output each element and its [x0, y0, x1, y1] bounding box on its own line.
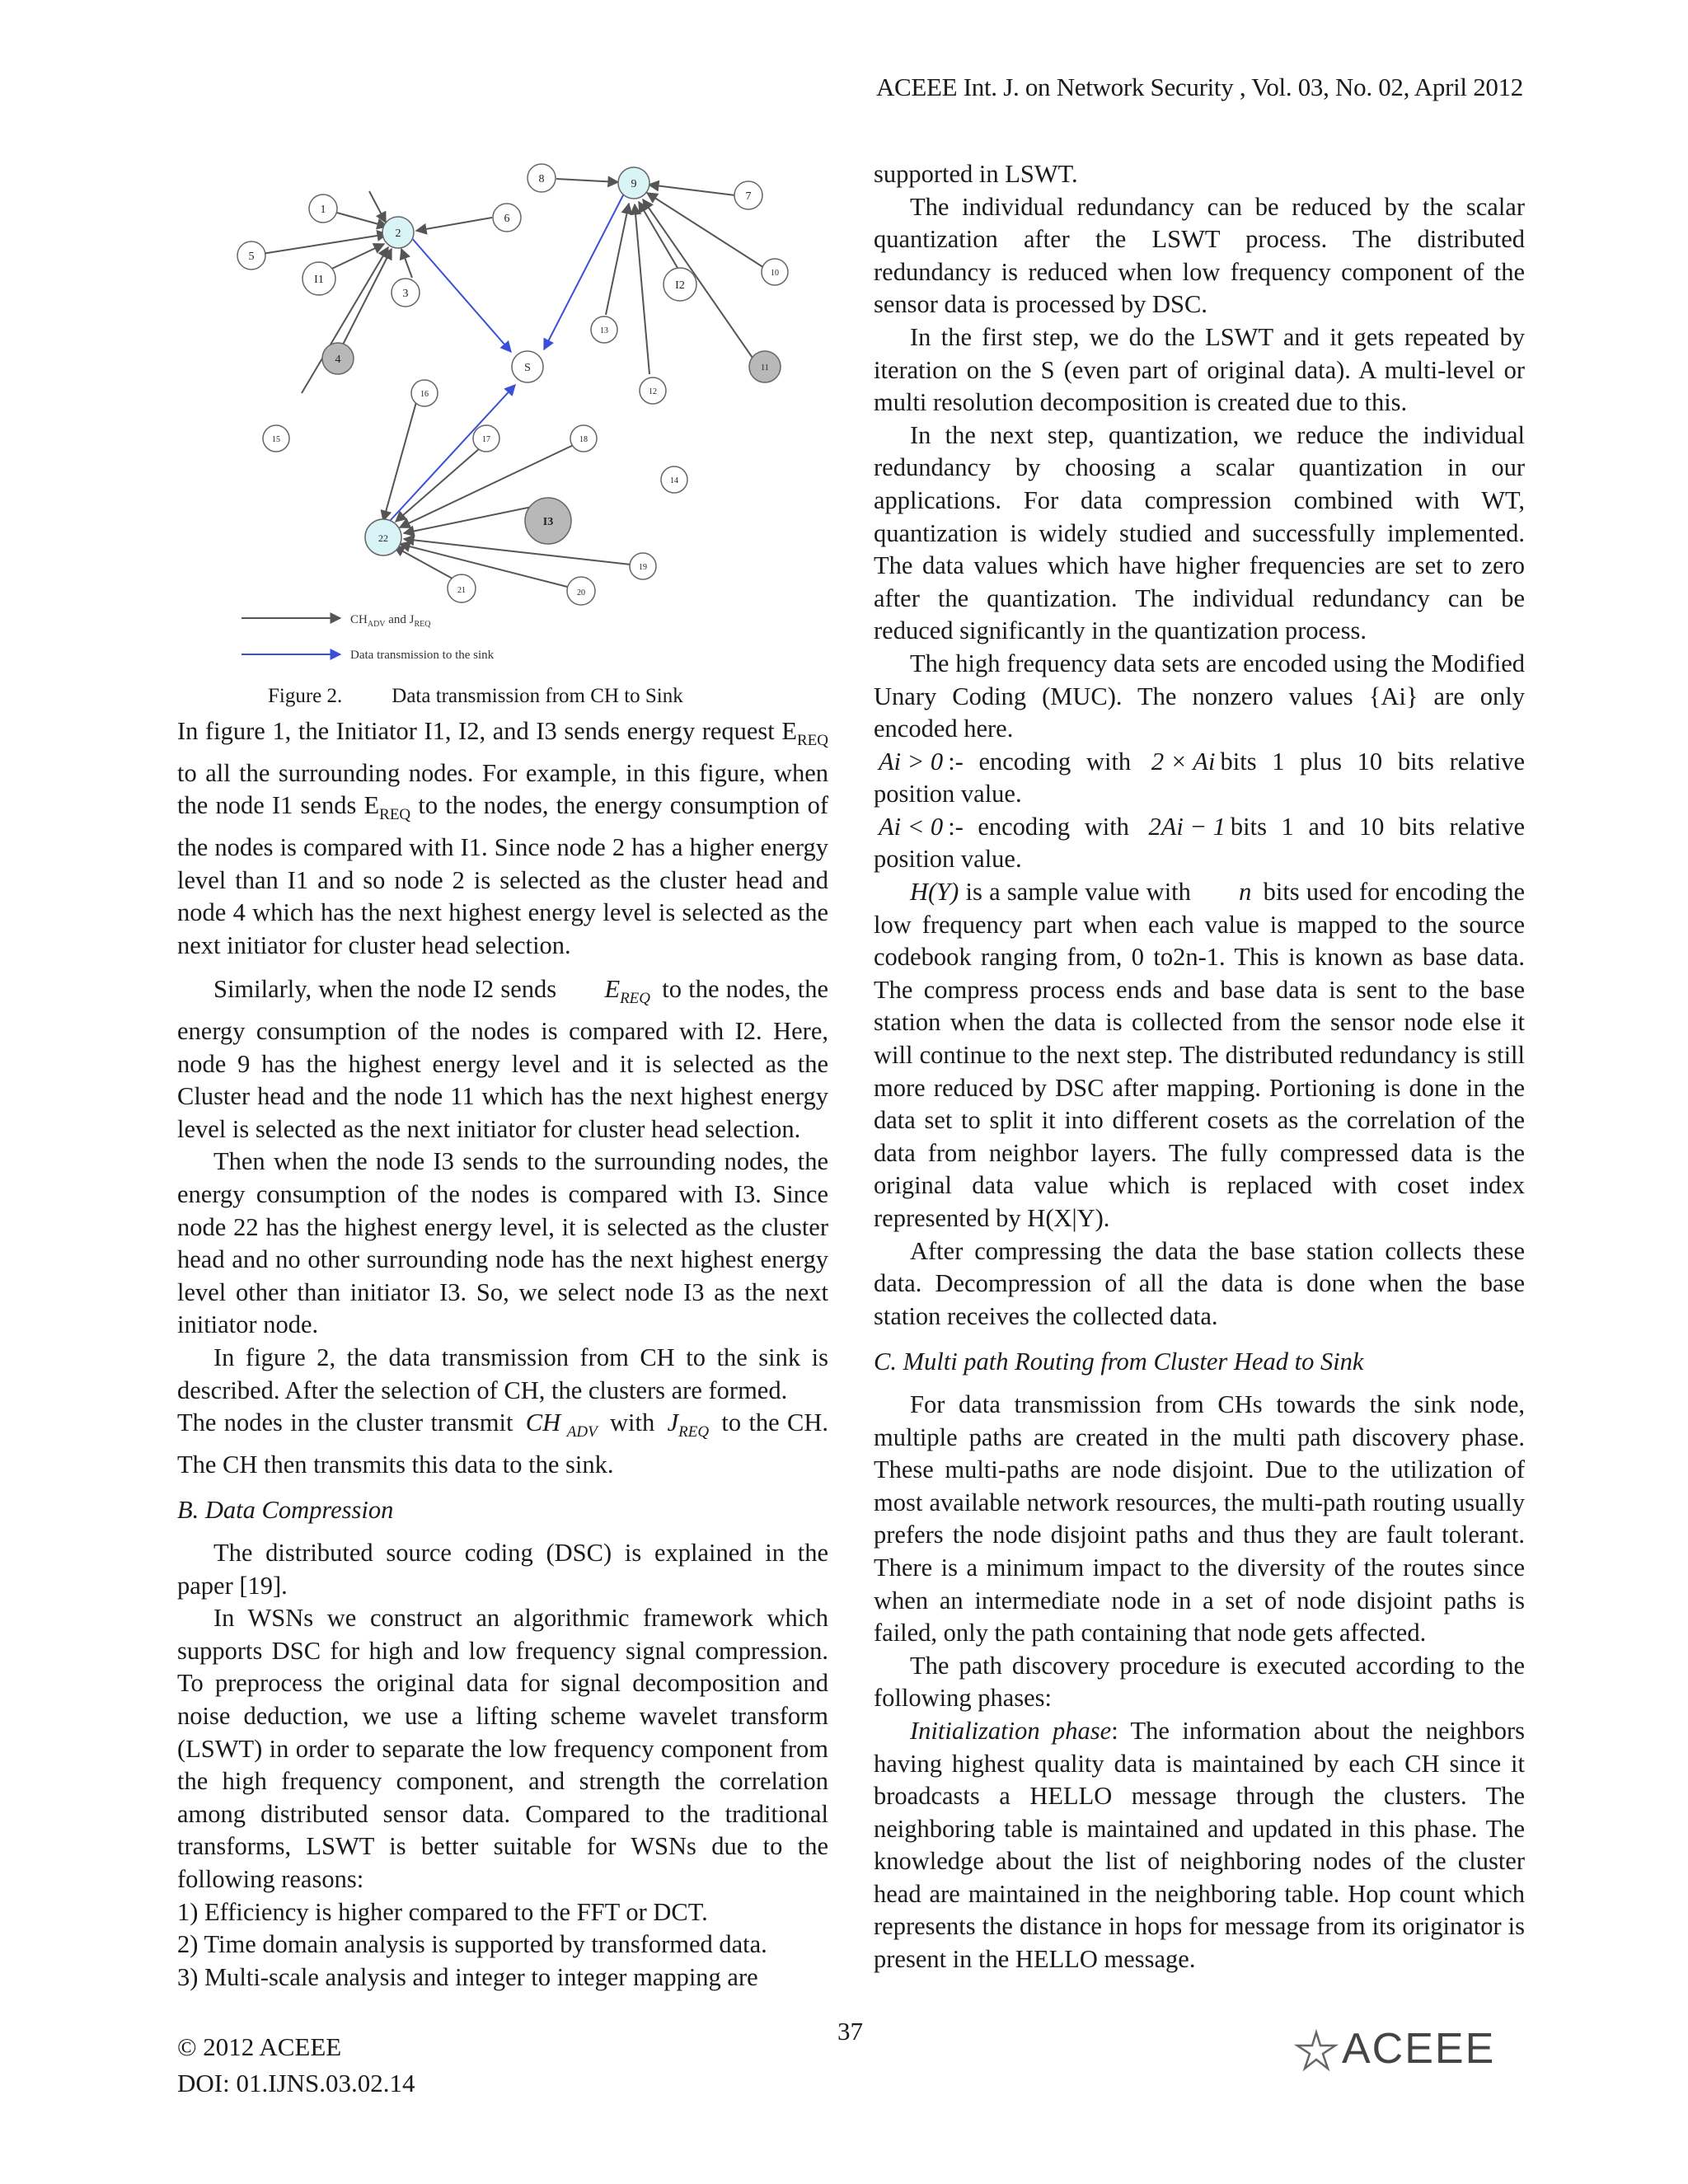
reasons-list [177, 1896, 828, 1994]
right-paragraph-11: Initialization phase: The information about the neighbors having highest quality data is maintained by each CH since it broadcasts a HELLO message through the clusters. The neighboring table is maintained and updated in this phase. The knowledge about the list of neighboring nodes of the cluster head are maintained in the neighboring table. Hop count which represents the distance in hops for message from its originator is present in the HELLO message. [874, 1716, 1525, 1974]
svg-text:5: 5 [248, 251, 255, 263]
svg-text:22: 22 [378, 532, 388, 544]
list-item: 1) Efficiency is higher compared to the FFT or DCT. [177, 1897, 708, 1926]
figure-caption-label: Figure 2. [268, 685, 343, 707]
svg-text:20: 20 [577, 588, 585, 598]
svg-text:14: 14 [670, 476, 678, 485]
svg-text:Data transmission to the sink: Data transmission to the sink [350, 649, 495, 662]
left-paragraph-4: In figure 2, the data transmission from CH to the sink is described. After the selection of CH, the clusters are formed. [177, 1343, 828, 1404]
star-icon [1294, 2029, 1339, 2072]
node-18 [570, 425, 597, 452]
svg-text:19: 19 [639, 563, 647, 572]
svg-text:CHADV and JREQ: $CH_{ADV}$ and $J_{REQ}$ [350, 613, 431, 629]
svg-text:3: 3 [402, 288, 409, 300]
logo-text: ACEEE [1342, 2025, 1496, 2073]
right-paragraph-0: supported in LSWT. [874, 160, 1078, 188]
right-paragraph-1: The individual redundancy can be reduced by the scalar quantization after the LSWT process. The distributed redundancy is reduced when low frequency component of the sensor data is processed by DSC. [874, 192, 1525, 319]
list-item: 3) Multi-scale analysis and integer to integer mapping are [177, 1962, 758, 1991]
right-paragraph-5: Ai > 0 :- encoding with 2 × Ai bits 1 plus 10 bits relative position value. [874, 747, 1526, 808]
gray-arrows [248, 179, 771, 589]
equation-ai-negative: Ai < 0 [879, 812, 944, 841]
equation-ch-adv: CH $_{ADV}$ [525, 1408, 598, 1441]
right-paragraph-10: The path discovery procedure is executed according to the following phases: [874, 1651, 1525, 1713]
left-column [177, 715, 828, 1994]
svg-text:17: 17 [482, 435, 490, 444]
equation-2ai-minus-1: 2Ai − 1 [1148, 812, 1226, 841]
svg-text:18: 18 [579, 435, 588, 444]
node-4 [322, 343, 354, 374]
running-head: ACEEE Int. J. on Network Security , Vol. 03, No. 02, April 2012 [875, 73, 1523, 101]
svg-text:S: S [524, 362, 531, 374]
svg-text:15: 15 [272, 435, 280, 444]
figure-caption [268, 685, 733, 708]
node-22 [365, 519, 401, 555]
left-paragraph-5: The nodes in the cluster transmit CH $_{ADV}$ with $J_{REQ}$ to the CH. The CH then transmits this data to the sink. [177, 1408, 829, 1479]
node-S [512, 351, 543, 382]
svg-text:6: 6 [504, 213, 510, 225]
right-paragraph-3: In the next step, quantization, we reduce the individual redundancy by choosing a scalar quantization in our applications. For data compression combined with WT, quantization is widely studied and successfully implemented. The data values which have higher frequencies are set to zero after the quantization. The individual redundancy can be reduced significantly in the quantization process. [874, 420, 1525, 645]
node-I2 [663, 268, 696, 301]
equation-2-ai: 2 × Ai [1151, 747, 1216, 776]
equation-n: n [1239, 878, 1252, 907]
node-20 [567, 577, 595, 605]
node-1 [309, 194, 337, 223]
node-17 [473, 425, 499, 452]
svg-text:13: 13 [600, 326, 608, 335]
node-10 [762, 259, 788, 285]
svg-text:16: 16 [420, 390, 429, 399]
equation-ai-positive: Ai > 0 [879, 747, 944, 776]
svg-text:2: 2 [395, 227, 401, 240]
node-9 [618, 167, 649, 199]
svg-text:11: 11 [761, 363, 769, 373]
left-paragraph-2: Similarly, when the node I2 sends $E_{REQ}$ to the nodes, the energy consumption of the nodes is compared with I2. Here, node 9 has the highest energy level and it is selected as the Cluster head and the node 11 which has the next highest energy level is selected as the next initiator for cluster head selection. [177, 975, 829, 1143]
page-number: 37 [837, 2017, 863, 2046]
svg-text:7: 7 [745, 190, 752, 203]
node-7 [734, 181, 762, 209]
node-13 [591, 316, 617, 343]
footer-info [177, 2029, 415, 2102]
node-11 [749, 351, 781, 382]
right-paragraph-9: For data transmission from CHs towards the sink node, multiple paths are created in the multi path discovery phase. These multi-paths are node disjoint. Due to the utilization of most available network resources, the multi-path routing usually prefers the node disjoint paths and thus they are fault tolerant. There is a minimum impact to the diversity of the routes since when an intermediate node in a set of node disjoint paths is failed, only the path containing that node gets affected. [874, 1390, 1525, 1647]
node-8 [528, 164, 556, 192]
svg-text:4: 4 [335, 354, 341, 366]
left-paragraph-3: Then when the node I3 sends to the surrounding nodes, the energy consumption of the nodes is compared with I3. Since node 22 has the highest energy level, it is selected as the cluster head and no other surrounding node has the next highest energy level other than initiator I3. So, we select node I3 as the next initiator node. [177, 1147, 828, 1339]
figure-legend [241, 613, 495, 662]
svg-text:10: 10 [771, 269, 779, 278]
svg-text:I3: I3 [542, 516, 554, 528]
node-15 [263, 425, 289, 452]
node-14 [661, 466, 687, 493]
right-paragraph-2: In the first step, we do the LSWT and it gets repeated by iteration on the S (even part of original data). A multi-level or multi resolution decomposition is created due to this. [874, 322, 1525, 417]
svg-text:21: 21 [457, 586, 466, 595]
equation-j-req: $J_{REQ}$ [667, 1408, 710, 1441]
node-I1 [302, 262, 335, 295]
node-16 [411, 380, 438, 406]
svg-text:8: 8 [538, 173, 545, 185]
node-19 [630, 553, 656, 579]
section-heading-b: B. Data Compression [177, 1496, 394, 1525]
svg-text:9: 9 [631, 178, 637, 190]
doi: DOI: 01.IJNS.03.02.14 [177, 2069, 415, 2097]
figure-caption-text: Data transmission from CH to Sink [392, 685, 683, 707]
right-paragraph-4: The high frequency data sets are encoded using the Modified Unary Coding (MUC). The nonzero values {Ai} are only encoded here. [874, 649, 1525, 743]
aceee-logo [1294, 2025, 1525, 2073]
right-paragraph-7: H(Y) is a sample value with n bits used for encoding the low frequency part when each value is mapped to the source codebook ranging from, 0 to2n-1. This is known as base data. The compress process ends and base data is sent to the base station when the data is collected from the sensor node else it will continue to the next step. The distributed redundancy is still more reduced by DSC after mapping. Portioning is done in the data set to split it into different cosets as the correlation of the data from neighbor layers. The fully compressed data is the original data value which is replaced with coset index represented by H(X|Y). [874, 878, 1526, 1232]
right-paragraph-8: After compressing the data the base station collects these data. Decompression of all the data is done when the base station receives the collected data. [874, 1236, 1525, 1330]
equation-ereq: $E_{REQ}$ [604, 975, 651, 1008]
svg-text:1: 1 [320, 204, 326, 216]
blue-arrows [390, 194, 624, 521]
node-2 [382, 217, 414, 248]
right-paragraph-6: Ai < 0 :- encoding with 2Ai − 1 bits 1 and 10 bits relative position value. [874, 812, 1525, 874]
copyright: © 2012 ACEEE [177, 2032, 342, 2061]
svg-text:12: 12 [649, 387, 657, 396]
node-3 [392, 279, 420, 307]
left-paragraph-7: In WSNs we construct an algorithmic framework which supports DSC for high and low frequency signal compression. To preprocess the original data for signal decomposition and noise deduction, we use a lifting scheme wavelet transform (LSWT) in order to separate the low frequency component from the high frequency component, and strength the correlation among distributed sensor data. Compared to the traditional transforms, LSWT is better suitable for WSNs due to the following reasons: [177, 1604, 828, 1893]
svg-text:I2: I2 [675, 279, 685, 292]
node-12 [640, 377, 666, 404]
node-I3 [525, 498, 571, 544]
node-5 [237, 241, 265, 269]
right-column [874, 158, 1525, 1976]
list-item: 2) Time domain analysis is supported by transformed data. [177, 1930, 767, 1959]
section-heading-c: C. Multi path Routing from Cluster Head to Sink [874, 1347, 1364, 1376]
left-paragraph-1: In figure 1, the Initiator I1, I2, and I3 sends energy request $E_{REQ}$ to all the surrounding nodes. For example, in this figure, when the node I1 sends $E_{REQ}$ to the nodes, the energy consumption of the nodes is compared with I1. Since node 2 has a higher energy level than I1 and so node 2 is selected as the cluster head and node 4 which has the next highest energy level is selected as the next initiator for cluster head selection. [177, 717, 828, 959]
svg-text:I1: I1 [314, 274, 324, 286]
left-paragraph-6: The distributed source coding (DSC) is explained in the paper [19]. [177, 1539, 828, 1600]
network-diagram [235, 158, 828, 686]
node-6 [493, 204, 521, 232]
node-21 [448, 574, 476, 602]
